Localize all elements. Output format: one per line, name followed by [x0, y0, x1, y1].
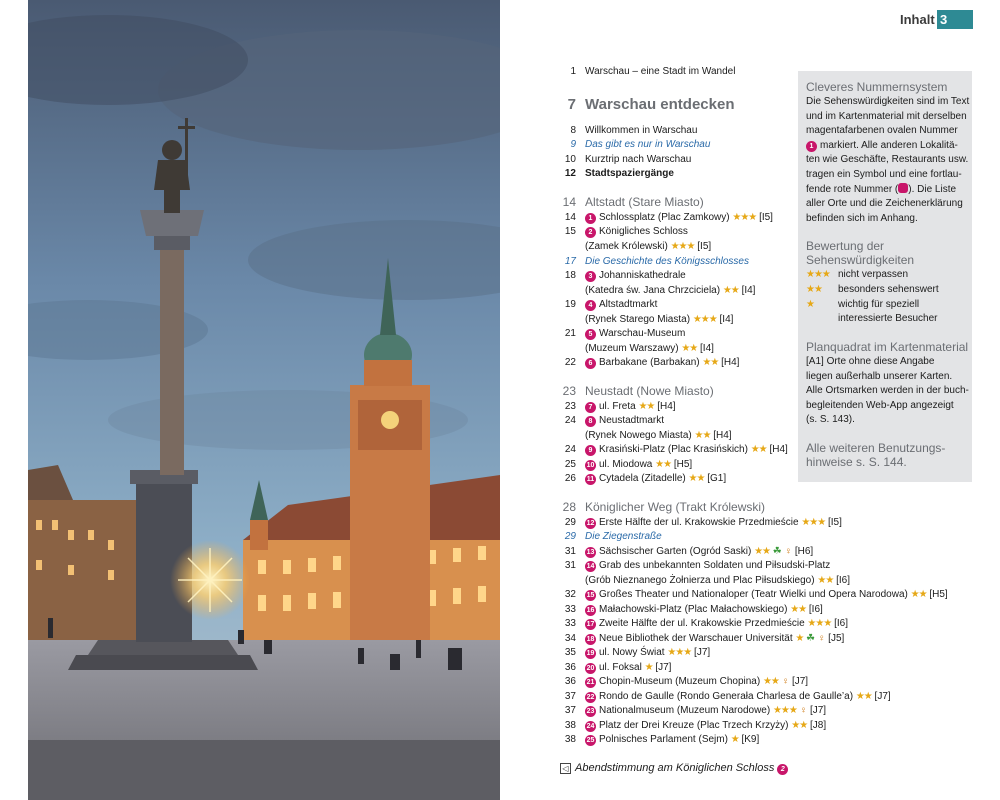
child-friendly-icon: ♀	[784, 546, 793, 557]
toc-page-number: 23	[564, 401, 576, 412]
info-line: und im Kartenmaterial mit derselben	[806, 110, 967, 122]
toc-entry-text	[585, 154, 691, 166]
toc-title: (Grób Nieznanego Żołnierza und Plac Piłsudskiego)	[585, 575, 815, 586]
toc-entry-text	[585, 473, 726, 485]
number-badge: 16	[586, 607, 595, 614]
toc-entry-text	[585, 662, 671, 674]
toc-entry-text	[585, 299, 657, 311]
page-number: 3	[937, 10, 973, 29]
number-badge: 17	[586, 621, 595, 628]
toc-title: Das gibt es nur in Warschau	[585, 139, 711, 150]
toc-entry-text	[585, 604, 823, 616]
map-grid-code: [H4]	[713, 430, 732, 441]
number-badge: 25	[586, 737, 595, 744]
number-badge: 15	[586, 592, 595, 599]
star-rating-icon: ★★	[694, 430, 711, 441]
toc-page-number: 33	[564, 604, 576, 615]
toc-page-number: 33	[564, 618, 576, 629]
rating-label: nicht verpassen	[838, 269, 909, 280]
star-rating-icon: ★★	[754, 546, 770, 557]
star-rating-icon: ★★★	[692, 314, 717, 325]
toc-entry-text	[585, 676, 808, 688]
number-badge: 9	[585, 445, 596, 456]
toc-entry-text	[585, 500, 765, 514]
map-grid-code: [I4]	[719, 314, 734, 325]
info-line: tragen ein Symbol und eine fortlau-	[806, 169, 962, 180]
number-badge: 21	[586, 679, 595, 686]
toc-title: Platz der Drei Kreuze (Plac Trzech Krzyży)	[599, 720, 789, 731]
map-grid-code: [I5]	[697, 241, 712, 252]
toc-title: Neustadt (Nowe Miasto)	[585, 384, 714, 398]
toc-title: Małachowski-Platz (Plac Małachowskiego)	[599, 604, 788, 615]
map-grid-code: [I4]	[700, 343, 714, 354]
toc-page-number: 24	[564, 415, 576, 426]
star-rating-icon: ★★★	[772, 705, 797, 716]
toc-page-number: 29	[564, 517, 576, 528]
info-line: Die Sehenswürdigkeiten sind im Text	[806, 96, 970, 107]
toc-title: Warschau – eine Stadt im Wandel	[585, 66, 736, 77]
number-badge: 23	[586, 708, 595, 715]
map-grid-code: [I6]	[834, 618, 849, 629]
info-heading-more: Alle weiteren Benutzungs-	[806, 441, 946, 455]
number-badge: 2	[777, 764, 788, 775]
map-grid-code: [I5]	[828, 517, 842, 528]
map-grid-code: [K9]	[741, 734, 760, 745]
garden-icon: ☘	[772, 546, 782, 557]
child-friendly-icon: ♀	[781, 676, 790, 687]
toc-entry-text	[585, 546, 813, 558]
toc-page-number: 10	[564, 154, 576, 165]
rating-row	[806, 313, 970, 327]
info-line: aller Orte und die Zeichenerklärung	[806, 198, 963, 210]
caption-text: Abendstimmung am Königlichen Schloss	[575, 762, 775, 774]
map-grid-code: [I6]	[836, 575, 850, 586]
toc-page-number: 12	[564, 168, 576, 179]
toc-title: (Muzeum Warszawy)	[585, 343, 679, 354]
toc-page-number: 35	[564, 647, 576, 658]
rating-label: besonders sehenswert	[838, 284, 939, 295]
toc-page-number: 29	[564, 531, 576, 542]
toc-title: Rondo de Gaulle (Rondo Generała Charlesa de Gaulle’a)	[599, 691, 854, 702]
star-rating-icon: ★★	[762, 676, 779, 687]
toc-title: Krasiński-Platz (Plac Krasińskich)	[599, 444, 748, 455]
star-rating-icon: ★★	[638, 401, 655, 412]
toc-title: Altstadtmarkt	[599, 299, 658, 310]
toc-title: Zweite Hälfte der ul. Krakowskie Przedmieście	[599, 618, 805, 629]
number-badge: 10	[586, 462, 595, 469]
child-friendly-icon: ♀	[799, 705, 808, 716]
number-badge: 22	[586, 694, 595, 701]
info-line	[806, 139, 970, 154]
toc-entry-text	[585, 575, 850, 587]
map-grid-code: [I4]	[741, 285, 756, 296]
toc-entry-text	[585, 531, 662, 543]
toc-title: ul. Foksal	[599, 662, 642, 673]
toc-entry-text	[585, 226, 688, 238]
star-rating-icon: ★★★	[667, 647, 692, 658]
toc-entry-text	[585, 430, 732, 442]
star-rating-icon: ★★	[750, 444, 767, 455]
toc-page-number: 15	[564, 226, 576, 237]
toc-entry-text	[585, 444, 788, 456]
star-rating-icon: ★★★	[801, 517, 826, 528]
toc-title: ul. Miodowa	[599, 459, 653, 470]
toc-entry-text	[585, 314, 733, 326]
star-rating-icon: ★★	[791, 720, 808, 731]
toc-entry-text	[585, 384, 714, 398]
toc-title: Neue Bibliothek der Warschauer Universität	[599, 633, 793, 644]
star-rating-icon: ★★★	[670, 241, 695, 252]
star-rating-icon: ★★	[910, 589, 927, 600]
toc-entry-text	[585, 212, 773, 224]
info-line-text: ). Die Liste	[908, 183, 957, 195]
star-rating-icon: ★★	[681, 343, 698, 354]
info-heading-rating-2: Sehenswürdigkeiten	[806, 253, 915, 267]
toc-page-number: 17	[564, 256, 576, 267]
toc-title: (Zamek Królewski)	[585, 241, 668, 252]
map-grid-code: [J7]	[791, 676, 809, 687]
star-rating-icon: ★★	[722, 285, 739, 296]
toc-entry-text	[585, 195, 704, 209]
rating-label: interessierte Besucher	[838, 313, 938, 324]
rating-row	[806, 284, 970, 298]
toc-entry-text	[585, 691, 891, 703]
star-rating-icon: ★★	[817, 575, 834, 586]
toc-title: Kurztrip nach Warschau	[585, 154, 692, 165]
toc-page-number: 14	[562, 195, 576, 209]
star-rating-icon: ★	[644, 662, 653, 673]
toc-entry-text	[585, 66, 735, 78]
toc-page-number: 37	[564, 705, 576, 716]
number-badge: 11	[586, 476, 595, 483]
toc-entry-text	[585, 343, 714, 355]
toc-title: ul. Freta	[599, 401, 636, 412]
toc-title: Königliches Schloss	[599, 226, 688, 237]
toc-title: Neustadtmarkt	[599, 415, 665, 426]
map-grid-code: [I6]	[808, 604, 823, 615]
toc-page-number: 7	[567, 96, 576, 113]
star-rating-icon: ★★	[790, 604, 807, 615]
toc-title: Cytadela (Zitadelle)	[599, 473, 686, 484]
toc-page-number: 31	[564, 560, 576, 571]
toc-title: Grab des unbekannten Soldaten und Piłsudski-Platz	[599, 560, 831, 571]
toc-title: Die Geschichte des Königsschlosses	[585, 256, 749, 267]
info-line: ten wie Geschäfte, Restaurants usw.	[806, 154, 969, 166]
number-badge: 5	[585, 329, 596, 340]
map-grid-code: [H6]	[794, 546, 814, 557]
toc-entry-text	[585, 720, 826, 732]
info-heading-numbering: Cleveres Nummernsystem	[806, 80, 948, 94]
toc-title: Chopin-Museum (Muzeum Chopina)	[599, 676, 761, 687]
info-line	[806, 183, 970, 198]
toc-title: Großes Theater und Nationaloper (Teatr Wielki und Opera Narodowa)	[599, 589, 908, 600]
number-badge: 24	[586, 723, 595, 730]
star-rating-icon: ★★	[688, 473, 705, 484]
number-badge: 13	[586, 549, 595, 556]
toc-entry-text	[585, 241, 711, 253]
map-grid-code: [J5]	[828, 633, 845, 644]
map-grid-code: [H4]	[721, 357, 740, 368]
number-badge: 7	[585, 402, 596, 413]
toc-entry-text	[585, 256, 749, 268]
number-badge: 2	[585, 227, 596, 238]
garden-icon: ☘	[806, 633, 816, 644]
toc-page-number: 8	[570, 125, 576, 136]
toc-page-number: 18	[564, 270, 576, 281]
star-rating-icon: ★	[806, 299, 814, 310]
map-grid-code: [G1]	[707, 473, 727, 484]
toc-page-number: 22	[564, 357, 576, 368]
toc-entry-text	[585, 633, 844, 645]
arrow-left-icon: ◁	[560, 763, 571, 774]
toc-title: Polnisches Parlament (Sejm)	[599, 734, 728, 745]
number-badge: 6	[585, 358, 596, 369]
toc-title: Königlicher Weg (Trakt Królewski)	[585, 500, 766, 514]
toc-title: Willkommen in Warschau	[585, 125, 698, 136]
toc-entry-text	[585, 517, 842, 529]
info-line: [A1] Orte ohne diese Angabe	[806, 356, 935, 367]
rating-row	[806, 299, 970, 313]
toc-page-number: 28	[562, 500, 576, 514]
info-line-text: fende rote Nummer (	[806, 183, 899, 195]
rating-row	[806, 269, 970, 283]
toc-entry-text	[585, 705, 826, 717]
red-marker-icon	[898, 183, 908, 193]
map-grid-code: [H4]	[657, 401, 676, 412]
toc-page-number: 25	[564, 459, 576, 470]
star-rating-icon: ★★★	[732, 212, 757, 223]
map-grid-code: [H4]	[769, 444, 788, 455]
toc-page-number: 26	[564, 473, 576, 484]
toc-entry-text	[585, 96, 735, 113]
toc-title: Sächsischer Garten (Ogród Saski)	[599, 546, 752, 557]
toc-page-number: 38	[564, 734, 576, 745]
map-grid-code: [J7]	[694, 647, 711, 658]
number-badge: 18	[586, 636, 595, 643]
toc-title: Erste Hälfte der ul. Krakowskie Przedmieście	[599, 517, 799, 528]
toc-entry-text	[585, 734, 759, 746]
toc-title: Johanniskathedrale	[599, 270, 686, 281]
number-badge: 12	[586, 520, 595, 527]
toc-page-number: 38	[564, 720, 576, 731]
toc-entry-text	[585, 125, 697, 137]
star-rating-icon: ★★	[806, 284, 822, 295]
star-rating-icon: ★★	[702, 357, 719, 368]
toc-entry-text	[585, 285, 755, 297]
number-badge: 14	[586, 563, 595, 570]
info-line: (s. S. 143).	[806, 414, 855, 426]
number-badge: 1	[585, 213, 596, 224]
number-badge: 4	[585, 300, 596, 311]
toc-page-number: 37	[564, 691, 576, 702]
child-friendly-icon: ♀	[817, 633, 826, 644]
number-badge: 1	[806, 141, 817, 152]
toc-entry-text	[585, 415, 664, 427]
toc-page-number: 34	[564, 633, 576, 644]
toc-entry-text	[585, 401, 676, 413]
toc-entry-text	[585, 270, 686, 282]
map-grid-code: [H5]	[929, 589, 948, 600]
map-grid-code: [J7]	[655, 662, 672, 673]
toc-page-number: 36	[564, 676, 576, 687]
info-line: magentafarbenen ovalen Nummer	[806, 125, 958, 137]
toc-title: Altstadt (Stare Miasto)	[585, 195, 704, 209]
star-rating-icon: ★★	[655, 459, 672, 470]
toc-page-number: 19	[564, 299, 576, 310]
toc-title: (Rynek Starego Miasta)	[585, 314, 691, 325]
header-label: Inhalt	[900, 12, 935, 27]
info-heading-more-2: hinweise s. S. 144.	[806, 455, 907, 469]
map-grid-code: [J7]	[809, 705, 827, 716]
rating-label: wichtig für speziell	[838, 299, 920, 310]
toc-entry-text	[585, 168, 674, 180]
toc-page-number: 21	[564, 328, 576, 339]
map-grid-code: [I5]	[759, 212, 773, 223]
map-grid-code: [H5]	[673, 459, 693, 470]
toc-page-number: 23	[562, 384, 576, 398]
toc-page-number: 9	[570, 139, 576, 150]
toc-title: Barbakane (Barbakan)	[599, 357, 700, 368]
toc-title: (Rynek Nowego Miasta)	[585, 430, 692, 441]
info-line: begleitenden Web-App angezeigt	[806, 399, 954, 411]
toc-page-number: 32	[564, 589, 576, 600]
info-line-text: markiert. Alle anderen Lokalitä-	[820, 139, 958, 151]
toc-entry-text	[585, 357, 739, 369]
star-rating-icon: ★	[795, 633, 804, 644]
star-rating-icon: ★	[730, 734, 739, 745]
photo-warsaw-castle-square	[28, 0, 500, 800]
info-line: liegen außerhalb unserer Karten.	[806, 370, 953, 382]
toc-page-number: 31	[564, 546, 576, 557]
star-rating-icon: ★★★	[806, 269, 830, 280]
number-badge: 19	[586, 650, 595, 657]
toc-page-number: 36	[564, 662, 576, 673]
toc-entry-text	[585, 328, 685, 340]
toc-title: Die Ziegenstraße	[585, 531, 662, 542]
toc-title: (Katedra św. Jana Chrzciciela)	[585, 285, 721, 296]
info-line: befinden sich im Anhang.	[806, 212, 918, 224]
toc-page-number: 24	[564, 444, 576, 455]
toc-entry-text	[585, 560, 830, 572]
map-grid-code: [J7]	[874, 691, 891, 702]
toc-entry-text	[585, 647, 710, 659]
map-grid-code: [J8]	[810, 720, 827, 731]
toc-entry-text	[585, 459, 692, 471]
toc-title: Schlossplatz (Plac Zamkowy)	[599, 212, 730, 223]
photo-caption	[560, 762, 791, 775]
toc-entry-text	[585, 589, 948, 601]
star-rating-icon: ★★	[855, 691, 872, 702]
toc-title: Stadtspaziergänge	[585, 168, 674, 179]
toc-entry-text	[585, 139, 710, 151]
info-heading-grid: Planquadrat im Kartenmaterial	[806, 340, 969, 354]
toc-page-number: 14	[564, 212, 576, 223]
number-badge: 20	[586, 665, 595, 672]
info-line: Alle Ortsmarken werden in der buch-	[806, 385, 969, 397]
number-badge: 3	[585, 271, 596, 282]
toc-title: Warschau-Museum	[599, 328, 686, 339]
toc-title: Warschau entdecken	[585, 96, 735, 113]
star-rating-icon: ★★★	[807, 618, 832, 629]
toc-title: ul. Nowy Świat	[599, 647, 665, 658]
toc-title: Nationalmuseum (Muzeum Narodowe)	[599, 705, 771, 716]
info-box	[798, 71, 972, 482]
toc-page-number: 1	[570, 66, 576, 77]
number-badge: 8	[585, 416, 596, 427]
toc-entry-text	[585, 618, 848, 630]
info-heading-rating: Bewertung der	[806, 239, 885, 253]
